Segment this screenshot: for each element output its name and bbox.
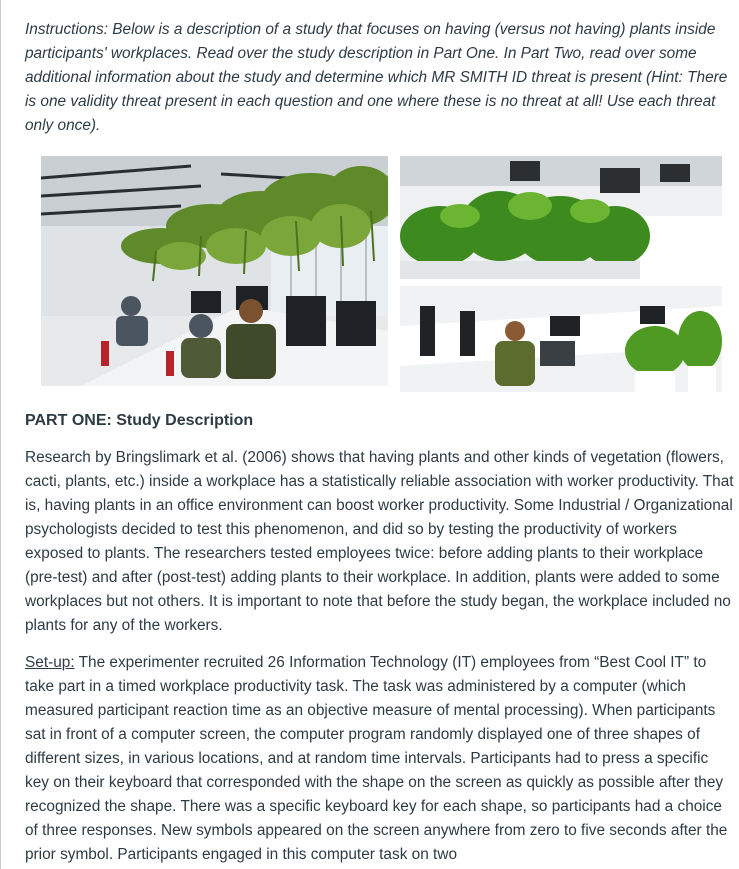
setup-paragraph <box>25 651 735 867</box>
planter-box-photo <box>400 156 722 279</box>
part-one-heading: PART ONE: Study Description <box>25 412 254 429</box>
hanging-plants-office-photo <box>41 156 388 386</box>
worker-potted-plants-photo <box>400 286 722 392</box>
study-description-paragraph: Research by Bringslimark et al. (2006) shows that having plants and other kinds of vegetation (flowers, cacti, plants, etc.) inside a workplace has a statistically reliable association with worker productivity. That is, having plants in an office environment can boost worker productivity. Some Industrial / Organizational psychologists decided to test this phenomenon, and did so by testing the productivity of workers exposed to plants. The researchers tested employees twice: before adding plants to their workplace (pre-test) and after (post-test) adding plants to their workplace. In addition, plants were added to some workplaces but not others. It is important to note that before the study began, the workplace included no plants for any of the workers. <box>25 449 734 634</box>
setup-text: The experimenter recruited 26 Information Technology (IT) employees from “Best Cool IT” to take part in a timed workplace productivity task. The task was administered by a computer (which measured participant reaction time as an objective measure of mental processing). When participants sat in front of a computer screen, the computer program randomly displayed one of three shapes of different sizes, in various locations, and at random time intervals. Participants had to press a specific key on their keyboard that corresponded with the shape on the screen as quickly as possible after they recognized the shape. There was a specific keyboard key for each shape, so participants had a choice of three responses. New symbols appeared on the screen anywhere from zero to five seconds after the prior symbol. Participants engaged in this computer task on two <box>25 654 728 863</box>
setup-label: Set-up: <box>25 654 75 671</box>
instructions-text: Instructions: Below is a description of a study that focuses on having (versus not having) plants inside participants' workplaces. Read over the study description in Part One. In Part Two, read over some additional information about the study and determine which MR SMITH ID threat is present (Hint: There is one validity threat present in each question and one where these is no threat at all! Use each threat only once). <box>25 21 728 134</box>
